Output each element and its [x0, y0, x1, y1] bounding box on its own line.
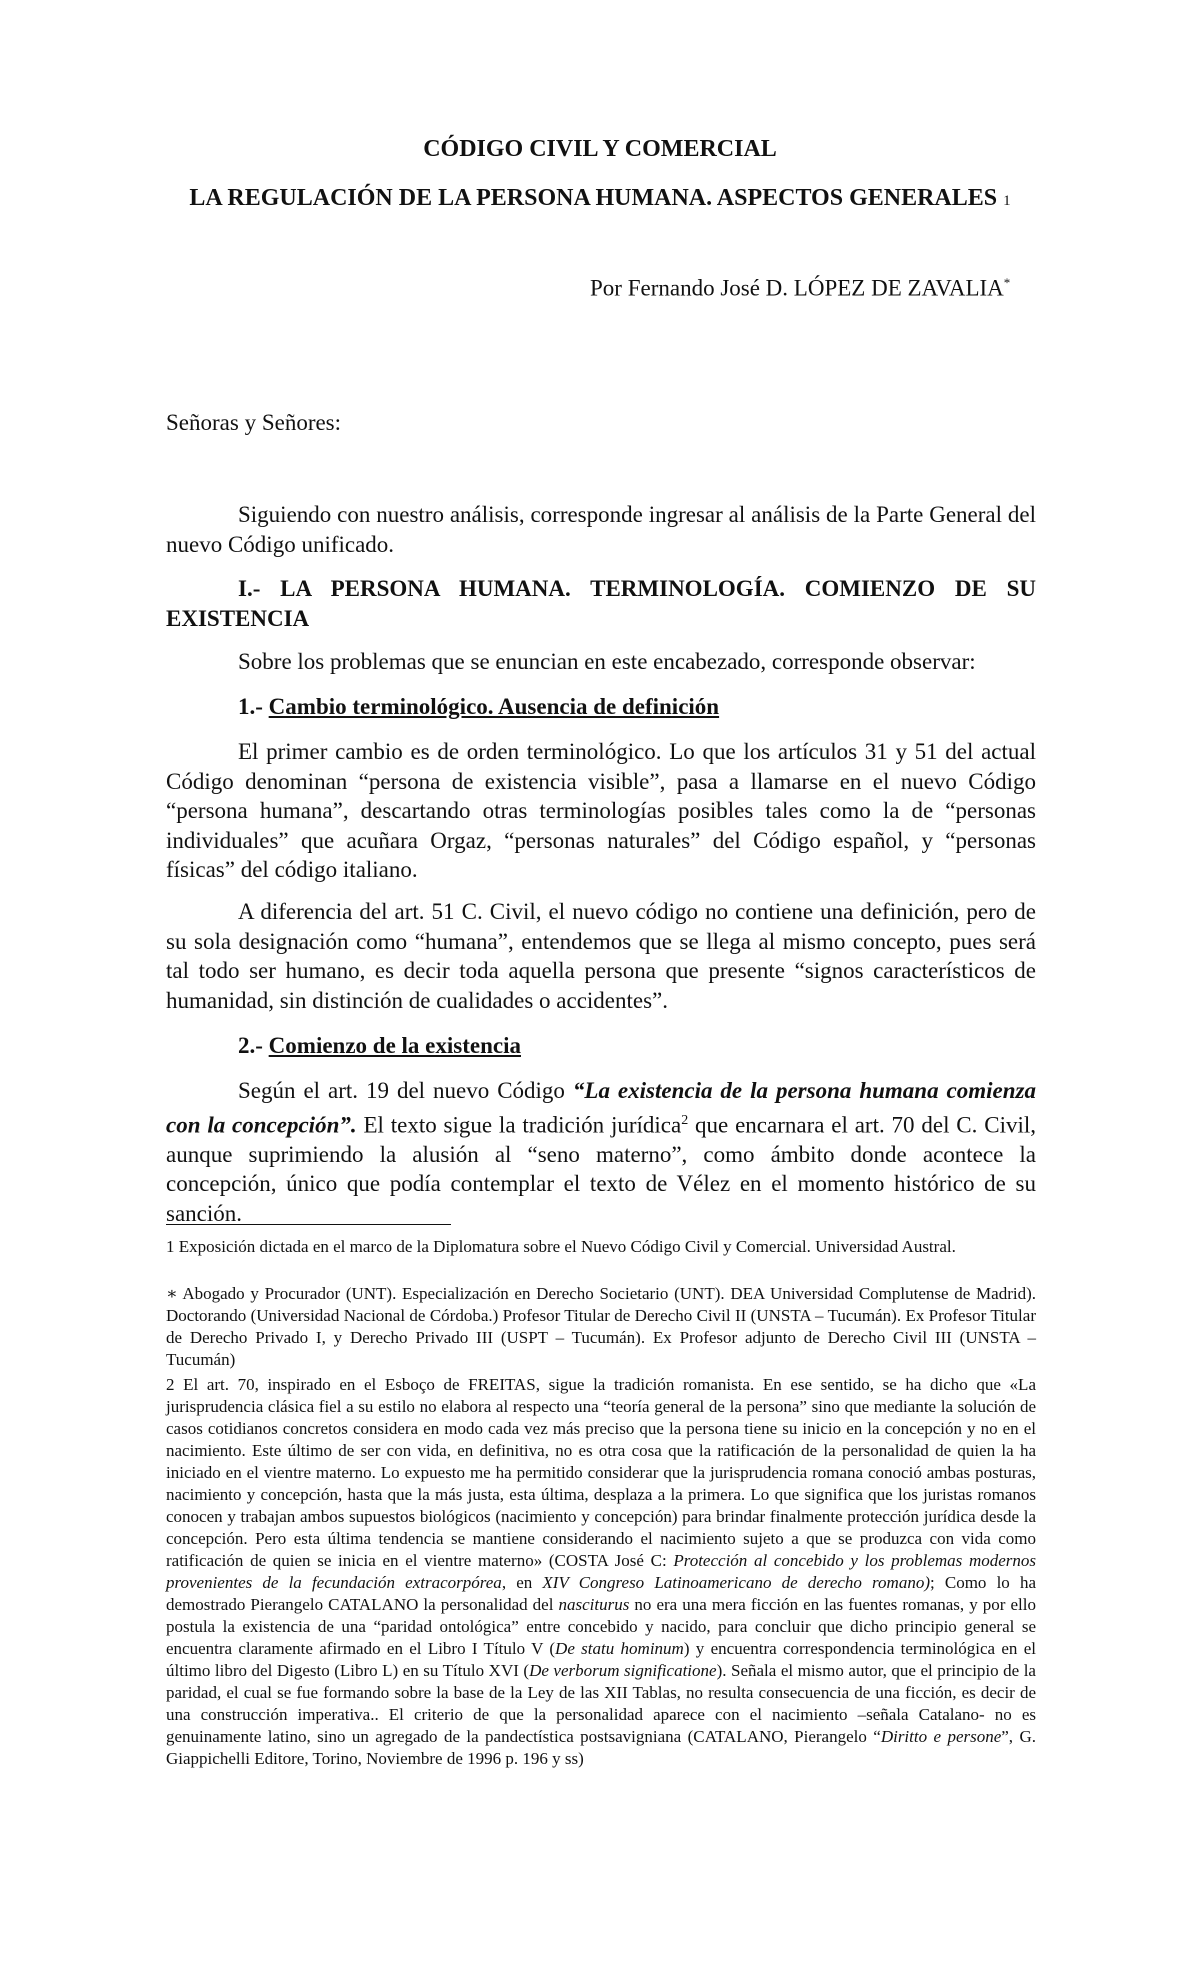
document-title: CÓDIGO CIVIL Y COMERCIAL — [423, 136, 777, 162]
fn2-text-f: ). Señala el mismo autor, que el principio de la paridad, el cual se fue formando sobre la base de la Ley de las XII Tablas, no resulta consecuencia de una ficción, es decir de una construcción imperativa.. El criterio de que la personalidad aparece con el nacimiento –señala Catalano- no es genuinamente latino, sino un agregado de la pandectística postsavigniana (CATALANO, Pierangelo “ — [166, 1661, 1036, 1746]
subsection-title-2: Comienzo de la existencia — [268, 1033, 521, 1058]
footnote-star: ∗ Abogado y Procurador (UNT). Especialización en Derecho Societario (UNT). DEA Universidad Complutense de Madrid). Doctorando (Universidad Nacional de Córdoba.) Profesor Titular de Derecho Civil II (UNSTA – Tucumán). Ex Profesor Titular de Derecho Privado I, y Derecho Privado III (USPT – Tucumán). Ex Profesor adjunto de Derecho Civil III (UNSTA – Tucumán) — [166, 1284, 1036, 1369]
fn2-text-c: ; Como lo ha demostrado Pierangelo CATALANO la personalidad del — [166, 1573, 1037, 1614]
footnote-ref-star[interactable]: * — [1003, 275, 1011, 290]
footnote-ref-2[interactable]: 2 — [681, 1112, 689, 1128]
subsection-heading-2 — [166, 1031, 1036, 1061]
p3-text-b: El texto sigue la tradición jurídica — [356, 1112, 682, 1138]
footnote-separator — [166, 1224, 451, 1225]
article-quote: “La existencia de la persona humana comienza con la concepción”. — [166, 1078, 1036, 1138]
fn2-text-b: , en — [501, 1573, 543, 1592]
fn2-title-statu: De statu hominum — [555, 1639, 684, 1658]
footnote-2 — [166, 1374, 1036, 1770]
fn2-term-nasciturus: nasciturus — [558, 1595, 630, 1614]
subsection-number-1: 1.- — [238, 694, 263, 719]
author-name: Por Fernando José D. LÓPEZ DE ZAVALIA — [590, 275, 1004, 301]
fn2-title-1: Protección al concebido y los problemas modernos provenientes de la fecundación extracorpórea — [166, 1551, 1036, 1592]
subsection-heading-1 — [166, 692, 1036, 722]
footnote-ref-1[interactable]: 1 — [1003, 193, 1011, 209]
paragraph-2: A diferencia del art. 51 C. Civil, el nuevo código no contiene una definición, pero de su sola designación como “humana”, entendemos que se llega al mismo concepto, pues será tal todo ser humano, es decir toda aquella persona que presente “signos característicos de humanidad, sin distinción de cualidades o accidentes”. — [166, 899, 1036, 1013]
p3-text-c: que encarnara el art. 70 del C. Civil, aunque suprimiendo la alusión al “seno materno”, como ámbito donde acontece la concepción, único que podía contemplar el texto de Vélez en el momento histórico de su sanción. — [166, 1112, 1036, 1226]
intro-paragraph: Siguiendo con nuestro análisis, corresponde ingresar al análisis de la Parte General del nuevo Código unificado. — [166, 502, 1036, 557]
document-subtitle — [0, 185, 1200, 212]
author-byline — [590, 275, 1010, 302]
subsection-title-1: Cambio terminológico. Ausencia de definición — [268, 694, 720, 719]
p3-text-a: Según el art. 19 del nuevo Código — [238, 1078, 573, 1103]
fn2-text-a: 2 El art. 70, inspirado en el Esboço de FREITAS, sigue la tradición romanista. En ese sentido, se ha dicho que «La jurisprudencia clásica fiel a su estilo no elabora al respecto una “teoría general de la persona” sino que mediante la solución de casos cotidianos concretos considera en modo cada vez más preciso que la persona tiene su inicio en la concepción y no en el nacimiento. Este último de ser con vida, en definitiva, no es otra cosa que la ratificación de la personalidad de quien la ha iniciado en el vientre materno. Lo expuesto me ha permitido considerar que la jurisprudencia romana conoció ambas posturas, nacimiento y concepción, hasta que la más justa, esta última, desplaza a la primera. Lo que significa que los juristas romanos conocen y trabajan ambos supuestos biológicos (nacimiento y concepción) para brindar finalmente protección jurídica desde la concepción. Pero esta última tendencia se mantiene considerando el nacimiento sujeto a que se produzca con vida como ratificación de quien se inicia en el vientre materno» (COSTA José C: — [166, 1375, 1036, 1570]
fn2-title-2: XIV Congreso Latinoamericano de derecho romano) — [542, 1573, 930, 1592]
greeting: Señoras y Señores: — [166, 410, 342, 435]
subsection-number-2: 2.- — [238, 1033, 263, 1058]
subtitle-text: LA REGULACIÓN DE LA PERSONA HUMANA. ASPECTOS GENERALES — [189, 185, 998, 211]
section-intro: Sobre los problemas que se enuncian en este encabezado, corresponde observar: — [238, 649, 976, 674]
paragraph-3 — [166, 1076, 1036, 1228]
fn2-text-d: no era una mera ficción en las fuentes romanas, y por ello postula la existencia de una “paridad ontológica” entre concebido y nacido, para concluir que dicho principio general se encuentra claramente afirmado en el Libro I Título V ( — [166, 1595, 1036, 1658]
section-heading: I.- LA PERSONA HUMANA. TERMINOLOGÍA. COMIENZO DE SU EXISTENCIA — [166, 576, 1036, 631]
paragraph-1: El primer cambio es de orden terminológico. Lo que los artículos 31 y 51 del actual Código denominan “persona de existencia visible”, pasa a llamarse en el nuevo Código “persona humana”, descartando otras terminologías posibles tales como la de “personas individuales” que acuñara Orgaz, “personas naturales” del Código español, y “personas físicas” del código italiano. — [166, 739, 1036, 882]
fn2-text-e: ) y encuentra correspondencia terminológica en el último libro del Digesto (Libro L) en su Título XVI ( — [166, 1639, 1037, 1680]
fn2-title-diritto: Diritto e persone — [880, 1727, 1002, 1746]
fn2-title-verborum: De verborum significatione — [529, 1661, 717, 1680]
footnote-1: 1 Exposición dictada en el marco de la Diplomatura sobre el Nuevo Código Civil y Comercial. Universidad Austral. — [166, 1237, 956, 1256]
fn2-text-g: ”, G. Giappichelli Editore, Torino, Noviembre de 1996 p. 196 y ss) — [166, 1727, 1036, 1768]
